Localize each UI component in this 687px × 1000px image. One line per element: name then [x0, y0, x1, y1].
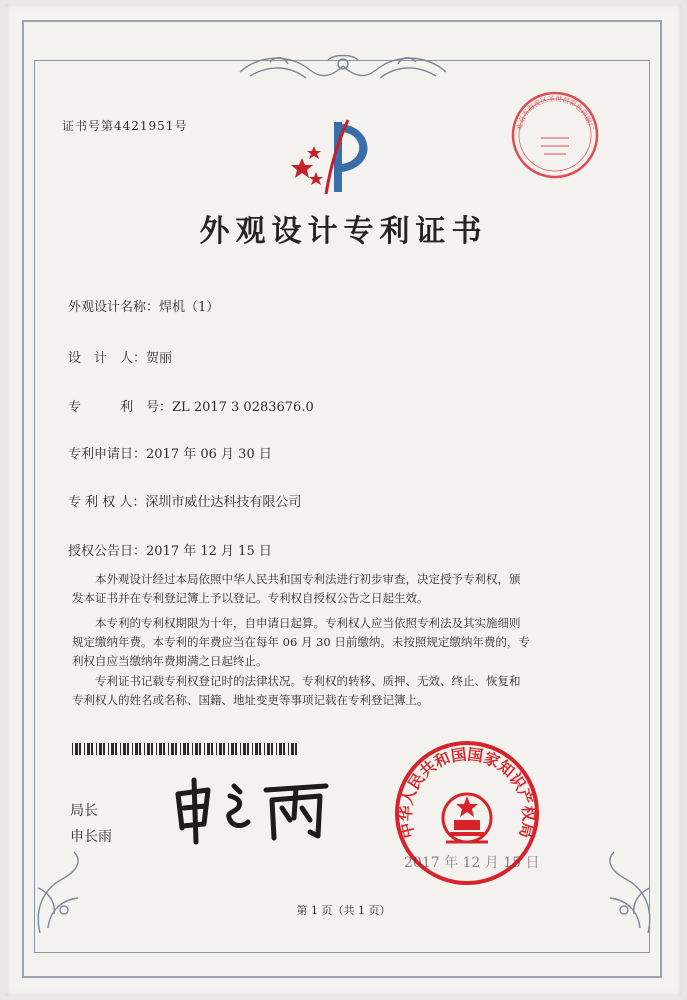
field-value: 深圳市威仕达科技有限公司	[145, 495, 302, 510]
barcode-bar	[216, 743, 217, 755]
director-name: 申长雨	[70, 829, 112, 845]
barcode-bar	[235, 743, 237, 755]
barcode-bar	[99, 743, 102, 755]
barcode-bar	[231, 743, 234, 755]
field-label: 外观设计名称：	[68, 300, 160, 315]
barcode-bar	[171, 743, 174, 755]
field-designer	[68, 347, 172, 366]
barcode-bar	[72, 743, 73, 755]
national-emblem-icon	[443, 794, 491, 842]
barcode-bar	[168, 743, 169, 755]
svg-text:北京市海淀区圣世昌彩色印刷厂	[514, 94, 594, 131]
barcode-bar	[135, 743, 138, 755]
barcode-bar	[111, 743, 114, 755]
barcode-bar	[223, 743, 225, 755]
director-title: 局长	[70, 803, 98, 819]
barcode-bar	[96, 743, 97, 755]
barcode-bar	[187, 743, 189, 755]
paragraph-line: 规定缴纳年费。本专利的年费应当在每年 06 月 30 日前缴纳。未按照规定缴纳年费的，专	[72, 635, 530, 649]
seal-date: 2017 年 12 月 15 日	[404, 855, 540, 871]
barcode-bar	[156, 743, 157, 755]
barcode-bar	[103, 743, 105, 755]
field-value: 2017 年 12 月 15 日	[146, 544, 272, 559]
paragraph-term	[72, 614, 584, 671]
field-value: 焊机（1）	[159, 300, 220, 315]
paragraph-line: 发本证书并在专利登记簿上予以登记。专利权自授权公告之日起生效。	[72, 591, 429, 605]
barcode-bar	[144, 743, 145, 755]
field-label: 专利申请日：	[68, 447, 147, 462]
barcode-bar	[108, 743, 109, 755]
paragraph-line: 专利权人的姓名或名称、国籍、地址变更等事项记载在专利登记簿上。	[72, 693, 429, 707]
barcode-bar	[180, 743, 181, 755]
certificate-number: 证书号第4421951号	[62, 119, 188, 133]
field-value: 2017 年 06 月 30 日	[146, 447, 272, 462]
barcode-bar	[211, 743, 213, 755]
barcode-bar	[151, 743, 153, 755]
field-label: 授权公告日：	[68, 544, 147, 559]
barcode-bar	[132, 743, 133, 755]
field-value: ZL 2017 3 0283676.0	[172, 400, 314, 415]
barcode-bar	[120, 743, 121, 755]
barcode-bar	[259, 743, 261, 755]
barcode-bar	[207, 743, 210, 755]
barcode	[72, 743, 300, 755]
certificate-title: 外观设计专利证书	[199, 214, 488, 249]
barcode-bar	[243, 743, 246, 755]
field-application-date	[68, 443, 272, 462]
barcode-bar	[87, 743, 90, 755]
field-label: 专 利 号：	[68, 400, 173, 415]
printer-seal	[508, 88, 602, 182]
barcode-bar	[163, 743, 165, 755]
barcode-bar	[279, 743, 282, 755]
barcode-bar	[79, 743, 81, 755]
corner-ornament-right	[588, 848, 658, 938]
barcode-bar	[291, 743, 294, 755]
barcode-bar	[267, 743, 270, 755]
barcode-bar	[204, 743, 205, 755]
barcode-bar	[159, 743, 162, 755]
field-value: 贺丽	[146, 351, 173, 366]
barcode-bar	[84, 743, 85, 755]
barcode-bar	[115, 743, 117, 755]
barcode-bar	[228, 743, 229, 755]
barcode-bar	[183, 743, 186, 755]
barcode-bar	[295, 743, 297, 755]
patent-office-logo	[282, 118, 392, 198]
barcode-bar	[195, 743, 198, 755]
barcode-bar	[175, 743, 177, 755]
director-signature	[168, 776, 338, 846]
barcode-bar	[147, 743, 150, 755]
barcode-bar	[255, 743, 258, 755]
barcode-bar	[199, 743, 201, 755]
barcode-bar	[271, 743, 273, 755]
field-patent-number	[68, 396, 314, 415]
page-indicator: 第 1 页（共 1 页）	[296, 904, 391, 917]
barcode-bar	[288, 743, 289, 755]
paragraph-line: 利权自应当缴纳年费期满之日起终止。	[72, 654, 268, 668]
barcode-bar	[247, 743, 249, 755]
barcode-bar	[127, 743, 129, 755]
official-seal-text: 中华人民共和国国家知识产权局	[396, 745, 538, 840]
paragraph-line: 专利证书记载专利权登记时的法律状况。专利权的转移、质押、无效、终止、恢复和	[72, 674, 521, 688]
paragraph-grant	[72, 570, 584, 608]
barcode-bar	[283, 743, 285, 755]
barcode-bar	[75, 743, 78, 755]
field-design-name	[68, 296, 219, 315]
paragraph-legal-status	[72, 672, 584, 710]
barcode-bar	[264, 743, 265, 755]
corner-ornament-left	[30, 848, 100, 938]
paragraph-line: 本外观设计经过本局依照中华人民共和国专利法进行初步审查，决定授予专利权，颁	[72, 572, 521, 586]
field-label: 设 计 人：	[68, 351, 147, 366]
barcode-bar	[252, 743, 253, 755]
field-patentee	[68, 491, 301, 510]
field-label: 专 利 权 人：	[68, 495, 146, 510]
barcode-bar	[91, 743, 93, 755]
printer-seal-text: 北京市海淀区圣世昌彩色印刷厂	[515, 94, 595, 132]
barcode-bar	[219, 743, 222, 755]
field-announcement-date	[68, 540, 272, 559]
barcode-bar	[123, 743, 126, 755]
barcode-bar	[139, 743, 141, 755]
barcode-bar	[276, 743, 277, 755]
top-ornament	[230, 52, 456, 86]
barcode-bar	[240, 743, 241, 755]
barcode-bar	[192, 743, 193, 755]
paragraph-line: 本专利的专利权期限为十年，自申请日起算。专利权人应当依照专利法及其实施细则	[72, 616, 521, 630]
